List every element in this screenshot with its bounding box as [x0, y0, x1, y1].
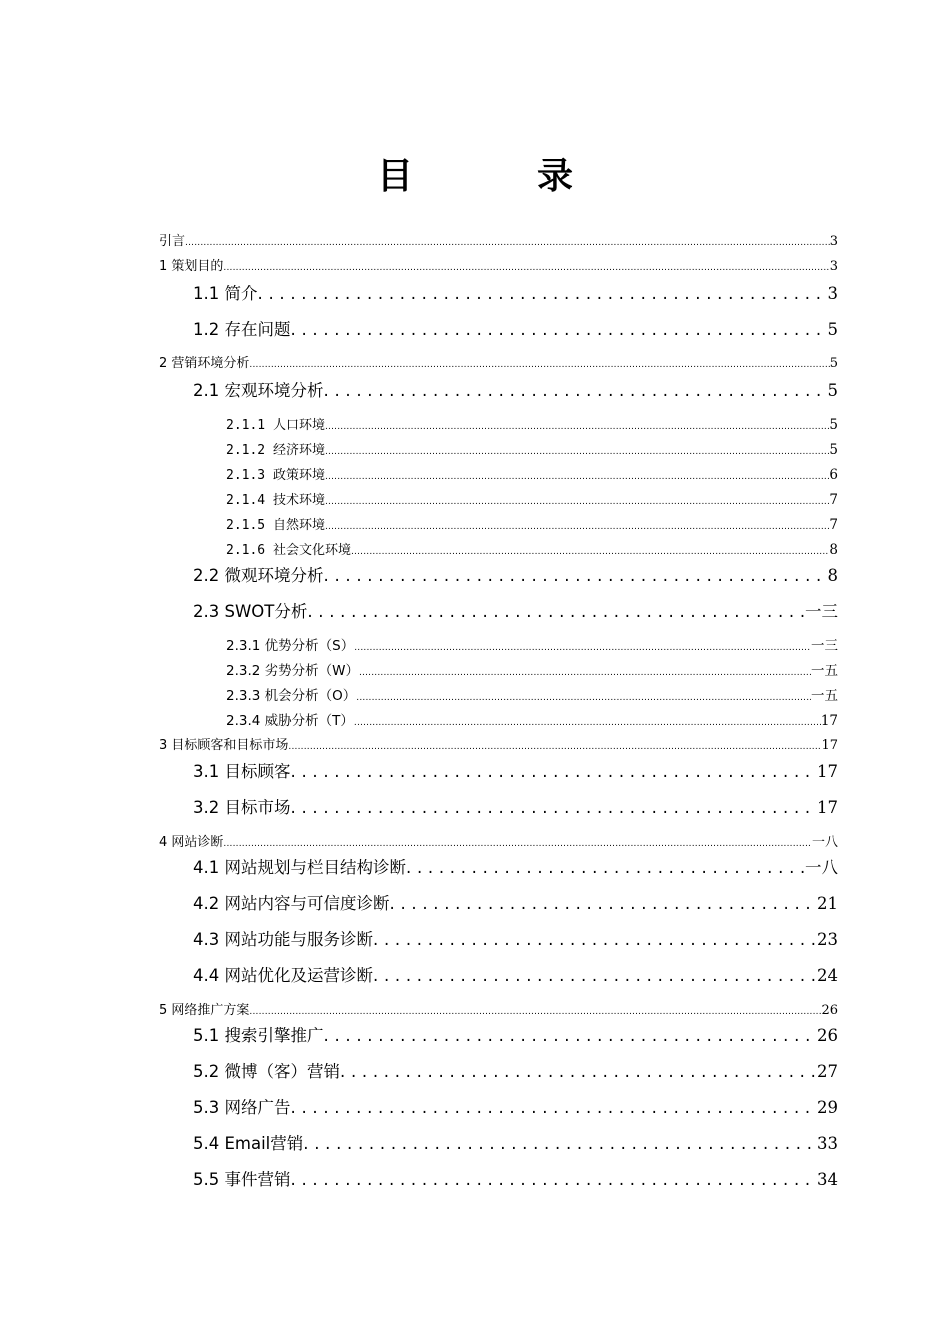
- dot-leader: [325, 466, 829, 486]
- toc-entry[interactable]: 1.2 存在问题 ..... 5: [193, 319, 838, 341]
- dot-leader: [324, 1025, 818, 1047]
- toc-entry[interactable]: 3 目标顾客和目标市场 ..... 17: [159, 737, 838, 756]
- dot-leader: [223, 834, 812, 853]
- toc-entry[interactable]: 1.1 简介 ..... 3: [193, 283, 838, 305]
- dot-leader: [291, 761, 818, 783]
- dot-leader: [303, 1133, 817, 1155]
- toc-entry[interactable]: 2.3.2 劣势分析（W） ..... 一五: [226, 662, 838, 682]
- toc-entry[interactable]: 2 营销环境分析 ..... 5: [159, 355, 838, 374]
- toc-entry[interactable]: 5.2 微博（客）营销 ..... 27: [193, 1061, 838, 1083]
- toc-entry[interactable]: 5.3 网络广告 ..... 29: [193, 1097, 838, 1119]
- toc-entry[interactable]: 2.3.1 优势分析（S） ..... 一三: [226, 637, 838, 657]
- dot-leader: [185, 233, 830, 252]
- dot-leader: [324, 380, 828, 402]
- toc-entry[interactable]: 2.1.1 人口环境 ..... 5: [226, 416, 838, 436]
- toc-entry[interactable]: 2.3 SWOT分析 ..... 一三: [193, 601, 838, 623]
- dot-leader: [406, 857, 805, 879]
- toc-entry[interactable]: 2.3.3 机会分析（O） ..... 一五: [226, 687, 838, 707]
- toc-entry[interactable]: 3.2 目标市场 ..... 17: [193, 797, 838, 819]
- dot-leader: [325, 441, 829, 461]
- dot-leader: [325, 416, 829, 436]
- dot-leader: [291, 797, 818, 819]
- dot-leader: [373, 929, 817, 951]
- toc-entry[interactable]: 2.3.4 威胁分析（T） ..... 17: [226, 712, 838, 732]
- dot-leader: [223, 258, 829, 277]
- dot-leader: [356, 687, 811, 707]
- toc-entry[interactable]: 2.1 宏观环境分析 ..... 5: [193, 380, 838, 402]
- toc-entry[interactable]: 4.3 网站功能与服务诊断 ..... 23: [193, 929, 838, 951]
- toc-entry[interactable]: 5.5 事件营销 ..... 34: [193, 1169, 838, 1191]
- toc-entry[interactable]: 2.1.5 自然环境 ..... 7: [226, 516, 838, 536]
- toc-entry[interactable]: 4.1 网站规划与栏目结构诊断 ..... 一八: [193, 857, 838, 879]
- dot-leader: [373, 965, 817, 987]
- dot-leader: [325, 516, 829, 536]
- dot-leader: [249, 355, 829, 374]
- toc-entry[interactable]: 4.2 网站内容与可信度诊断 ..... 21: [193, 893, 838, 915]
- toc-entry[interactable]: 5.1 搜索引擎推广 ..... 26: [193, 1025, 838, 1047]
- page-title: 目 录: [376, 155, 617, 197]
- dot-leader: [249, 1002, 821, 1021]
- dot-leader: [307, 601, 805, 623]
- dot-leader: [351, 541, 829, 561]
- dot-leader: [291, 1097, 818, 1119]
- toc-entry[interactable]: 4 网站诊断 ..... 一八: [159, 834, 838, 853]
- toc-entry[interactable]: 2.1.2 经济环境 ..... 5: [226, 441, 838, 461]
- dot-leader: [291, 1169, 818, 1191]
- toc-entry[interactable]: 4.4 网站优化及运营诊断 ..... 24: [193, 965, 838, 987]
- toc-entry[interactable]: 2.2 微观环境分析 ..... 8: [193, 565, 838, 587]
- dot-leader: [359, 662, 811, 682]
- dot-leader: [324, 565, 828, 587]
- toc-entry[interactable]: 2.1.4 技术环境 ..... 7: [226, 491, 838, 511]
- dot-leader: [390, 893, 818, 915]
- dot-leader: [340, 1061, 817, 1083]
- toc-entry[interactable]: 5 网络推广方案 ..... 26: [159, 1002, 838, 1021]
- toc-entry[interactable]: 引言 ..... 3: [159, 233, 838, 252]
- dot-leader: [354, 637, 811, 657]
- toc-entry[interactable]: 2.1.6 社会文化环境 ..... 8: [226, 541, 838, 561]
- toc-entry[interactable]: 5.4 Email营销 ..... 33: [193, 1133, 838, 1155]
- dot-leader: [291, 319, 828, 341]
- dot-leader: [288, 737, 821, 756]
- toc-entry[interactable]: 3.1 目标顾客 ..... 17: [193, 761, 838, 783]
- toc-entry[interactable]: 2.1.3 政策环境 ..... 6: [226, 466, 838, 486]
- dot-leader: [325, 491, 829, 511]
- dot-leader: [258, 283, 828, 305]
- toc-entry[interactable]: 1 策划目的 ..... 3: [159, 258, 838, 277]
- dot-leader: [354, 712, 821, 732]
